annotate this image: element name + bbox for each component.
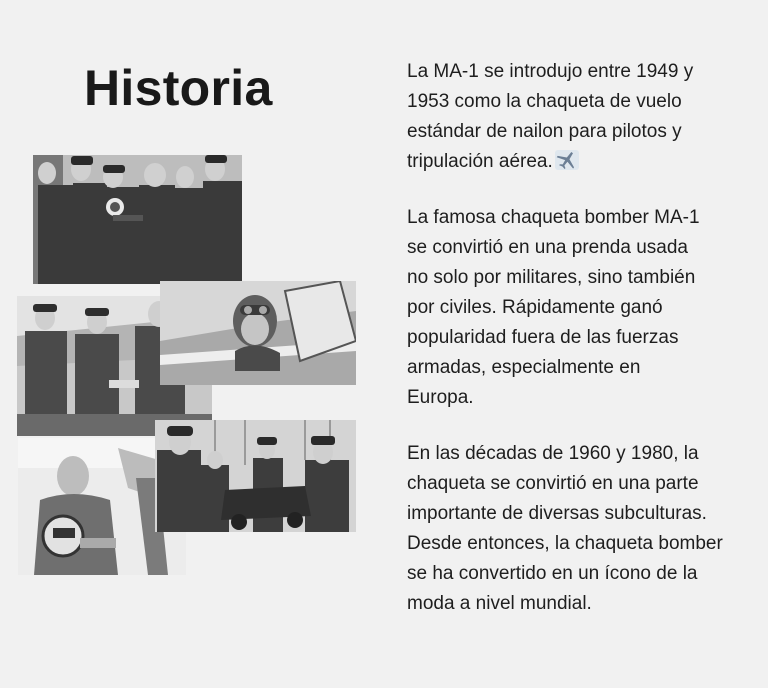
- paragraph-subcultures: En las décadas de 1960 y 1980, la chaqueta se convirtió en una parte importante de diversas subculturas. Desde entonces, la chaqueta bomber se ha convertido en un ícono de la moda a nivel mundial.: [407, 443, 723, 614]
- airplane-icon: [555, 150, 579, 170]
- paragraph-popularity: La famosa chaqueta bomber MA-1 se convirtió en una prenda usada no solo por militares, sino también por civiles. Rápidamente ganó popularidad fuera de las fuerzas armadas, especialmente en Europa.: [407, 207, 700, 408]
- pilot-cockpit-photo-icon: [160, 281, 356, 385]
- group-photo-icon: [33, 155, 242, 284]
- paragraph-intro-text: La MA-1 se introdujo entre 1949 y 1953 como la chaqueta de vuelo estándar de nailon para pilotos y tripulación aérea.: [407, 61, 694, 172]
- history-text: [407, 57, 737, 645]
- soldiers-jeep-photo-icon: [155, 420, 356, 532]
- paragraph-intro: [407, 57, 732, 177]
- section-title: Historia: [84, 60, 273, 116]
